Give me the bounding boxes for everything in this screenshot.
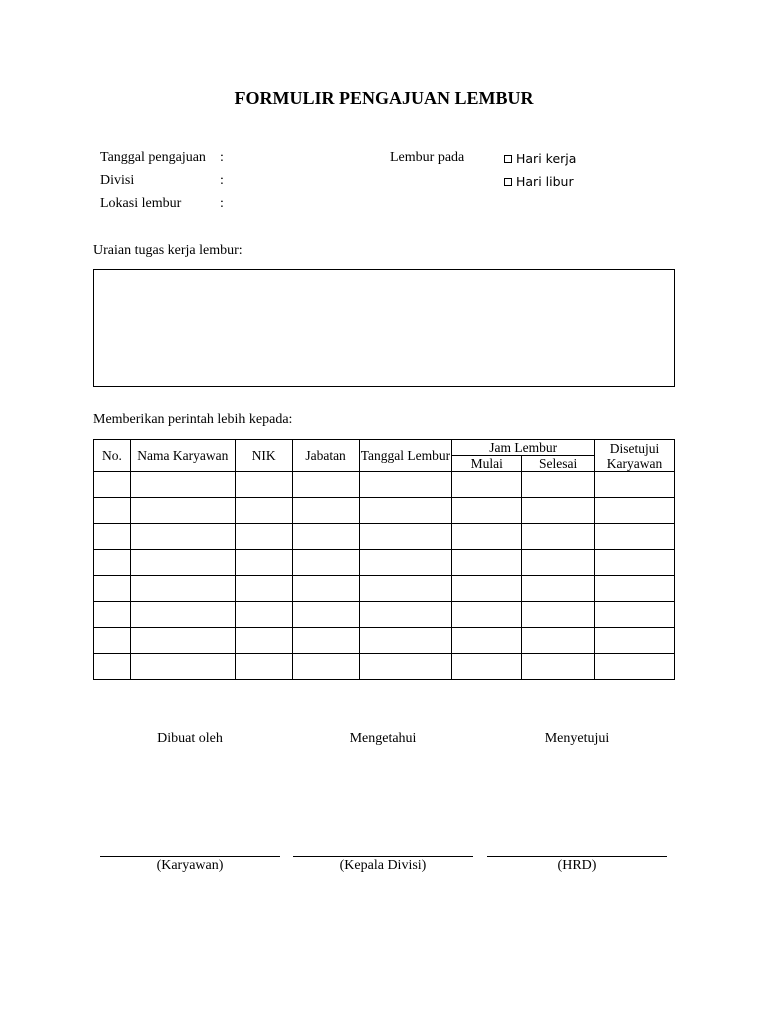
table-cell[interactable] [130,576,235,602]
table-cell[interactable] [452,576,522,602]
signature-line-kepala-divisi [293,856,473,857]
table-cell[interactable] [452,550,522,576]
header-mulai: Mulai [452,456,522,472]
option-hari-kerja[interactable] [504,151,576,166]
field-colon-tanggal: : [220,150,224,165]
option-hari-libur[interactable] [504,174,574,189]
signature-title-mengetahui: Mengetahui [349,731,417,746]
field-label-tanggal: Tanggal pengajuan [100,150,206,165]
table-cell[interactable] [452,524,522,550]
assignment-label: Memberikan perintah lebih kepada: [93,412,293,427]
table-cell[interactable] [292,628,359,654]
table-cell[interactable] [94,498,131,524]
table-cell[interactable] [595,472,675,498]
field-label-lokasi: Lokasi lembur [100,196,182,211]
field-label-divisi: Divisi [100,173,135,188]
header-nama-karyawan: Nama Karyawan [130,440,235,472]
signature-role-karyawan: (Karyawan) [156,858,224,873]
table-cell[interactable] [130,498,235,524]
table-cell[interactable] [235,472,292,498]
table-cell[interactable] [292,524,359,550]
header-selesai: Selesai [522,456,595,472]
description-label: Uraian tugas kerja lembur: [93,243,243,258]
table-cell[interactable] [595,576,675,602]
table-cell[interactable] [94,576,131,602]
header-nik: NIK [235,440,292,472]
table-cell[interactable] [595,550,675,576]
table-row [94,602,675,628]
table-cell[interactable] [130,602,235,628]
field-colon-divisi: : [220,173,224,188]
table-cell[interactable] [359,654,452,680]
table-cell[interactable] [235,550,292,576]
checkbox-icon[interactable] [504,178,512,186]
table-cell[interactable] [130,628,235,654]
table-row [94,498,675,524]
table-row [94,550,675,576]
header-jabatan: Jabatan [292,440,359,472]
table-cell[interactable] [359,498,452,524]
table-cell[interactable] [595,498,675,524]
table-cell[interactable] [522,602,595,628]
table-cell[interactable] [130,550,235,576]
option-hari-kerja-label: Hari kerja [516,151,577,166]
signature-line-karyawan [100,856,280,857]
table-cell[interactable] [522,472,595,498]
signature-role-kepala-divisi: (Kepala Divisi) [339,858,427,873]
table-cell[interactable] [595,654,675,680]
option-hari-libur-label: Hari libur [516,174,574,189]
table-row [94,628,675,654]
table-cell[interactable] [94,524,131,550]
table-cell[interactable] [452,654,522,680]
table-cell[interactable] [292,498,359,524]
signature-title-dibuat: Dibuat oleh [157,731,223,746]
table-cell[interactable] [522,498,595,524]
table-cell[interactable] [359,576,452,602]
table-cell[interactable] [235,498,292,524]
table-row [94,524,675,550]
table-cell[interactable] [292,602,359,628]
table-cell[interactable] [595,524,675,550]
table-cell[interactable] [94,628,131,654]
table-row [94,576,675,602]
signature-line-hrd [487,856,667,857]
signature-role-hrd: (HRD) [557,858,597,873]
field-colon-lokasi: : [220,196,224,211]
table-cell[interactable] [235,602,292,628]
signature-title-menyetujui: Menyetujui [544,731,610,746]
table-cell[interactable] [452,602,522,628]
table-cell[interactable] [359,602,452,628]
table-cell[interactable] [522,524,595,550]
table-cell[interactable] [235,654,292,680]
table-cell[interactable] [522,550,595,576]
description-box[interactable] [93,269,675,387]
header-no: No. [94,440,131,472]
table-cell[interactable] [235,524,292,550]
table-cell[interactable] [235,576,292,602]
table-cell[interactable] [235,628,292,654]
table-cell[interactable] [94,550,131,576]
table-cell[interactable] [94,472,131,498]
table-cell[interactable] [359,472,452,498]
table-cell[interactable] [452,628,522,654]
table-cell[interactable] [292,472,359,498]
table-cell[interactable] [130,524,235,550]
staff-table-body [94,472,675,680]
table-cell[interactable] [94,654,131,680]
table-cell[interactable] [522,654,595,680]
staff-table [93,439,675,680]
table-cell[interactable] [130,654,235,680]
table-cell[interactable] [130,472,235,498]
table-cell[interactable] [359,524,452,550]
form-title: FORMULIR PENGAJUAN LEMBUR [234,88,534,108]
table-cell[interactable] [522,628,595,654]
table-row [94,472,675,498]
table-cell[interactable] [595,602,675,628]
table-cell[interactable] [292,654,359,680]
table-cell[interactable] [452,472,522,498]
header-jam-lembur: Jam Lembur [452,440,595,456]
table-row [94,654,675,680]
table-cell[interactable] [452,498,522,524]
lembur-pada-label: Lembur pada [390,150,465,165]
header-disetujui-karyawan: Disetujui Karyawan [595,440,675,472]
table-cell[interactable] [94,602,131,628]
header-tanggal-lembur: Tanggal Lembur [359,440,452,472]
table-cell[interactable] [359,628,452,654]
table-cell[interactable] [595,628,675,654]
table-cell[interactable] [359,550,452,576]
table-cell[interactable] [292,550,359,576]
checkbox-icon[interactable] [504,155,512,163]
table-cell[interactable] [522,576,595,602]
table-cell[interactable] [292,576,359,602]
